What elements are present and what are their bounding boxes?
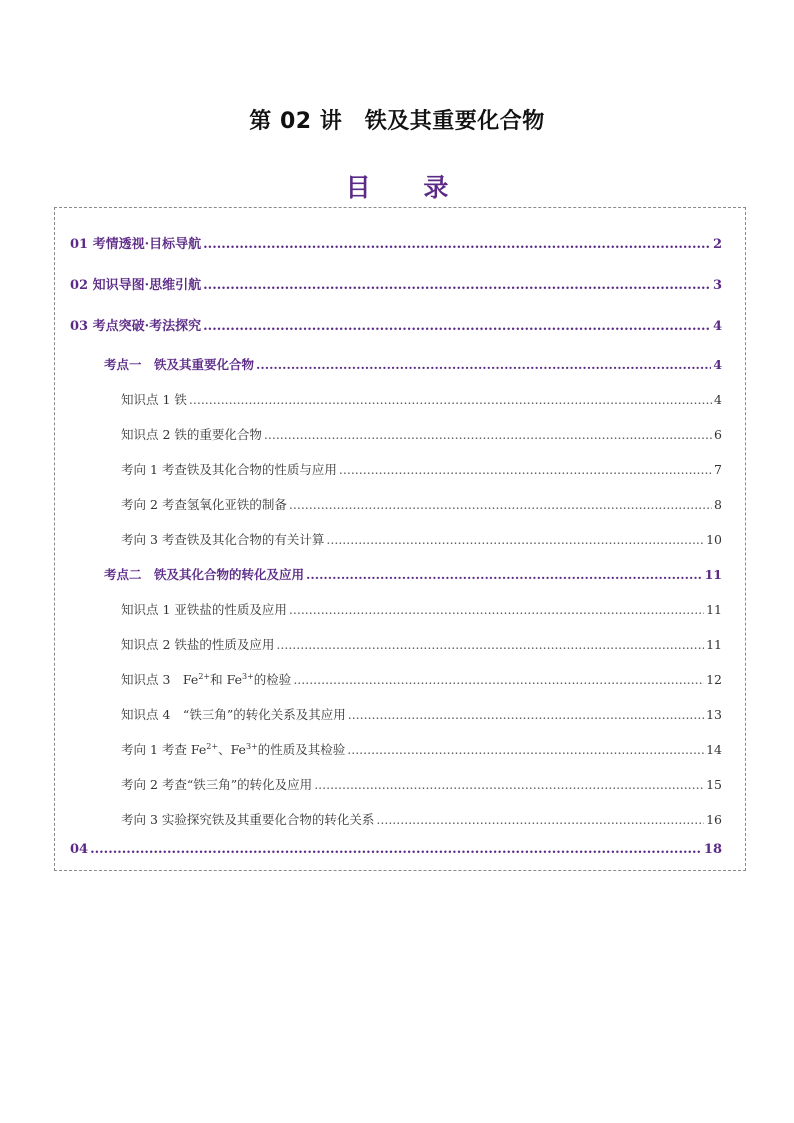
toc-page-number: 18 — [703, 842, 722, 857]
toc-leader — [90, 843, 702, 856]
toc-leader — [314, 779, 704, 792]
superscript-charge: 2+ — [198, 671, 211, 681]
label-part: 考向 1 考查 Fe — [121, 742, 207, 757]
superscript-charge: 3+ — [245, 741, 258, 751]
toc-entry-kaoxiang-2-3[interactable] — [121, 810, 722, 828]
toc-entry-kaoxiang-2-2[interactable] — [121, 775, 722, 793]
toc-page-number: 4 — [713, 357, 722, 372]
toc-page-number: 12 — [706, 672, 722, 687]
toc-heading: 目 录 — [345, 173, 471, 202]
toc-entry-label: 01 考情透视·目标导航 — [70, 237, 202, 252]
toc-page-number: 6 — [714, 427, 722, 442]
toc-page-number: 2 — [712, 237, 722, 252]
toc-leader — [264, 429, 712, 442]
toc-page-number: 11 — [706, 602, 722, 617]
toc-entry-label — [121, 740, 345, 758]
toc-entry-label: 知识点 4 “铁三角”的转化关系及其应用 — [121, 707, 346, 722]
superscript-charge: 3+ — [242, 671, 254, 681]
toc-leader — [256, 359, 711, 372]
toc-entry-03[interactable] — [70, 315, 722, 334]
toc-entry-kaoxiang-2-1[interactable] — [121, 740, 722, 758]
toc-page-number: 7 — [714, 462, 722, 477]
toc-leader — [339, 464, 712, 477]
toc-entry-label: 04 — [70, 842, 89, 857]
toc-entry-label — [121, 670, 291, 688]
toc-entry-kaodian-2[interactable] — [104, 565, 722, 583]
toc-leader — [347, 744, 704, 757]
toc-entry-label: 考向 1 考查铁及其化合物的性质与应用 — [121, 462, 337, 477]
toc-entry-kaoxiang-2[interactable] — [121, 495, 722, 513]
toc-page-number: 11 — [704, 567, 722, 582]
toc-page-number: 13 — [706, 707, 722, 722]
label-part: 知识点 3 Fe — [121, 672, 199, 687]
toc-page-number: 4 — [714, 392, 722, 407]
label-part: 、Fe — [218, 742, 246, 757]
toc-leader — [326, 534, 704, 547]
toc-entry-01[interactable] — [70, 233, 722, 252]
toc-page-number: 15 — [706, 777, 722, 792]
toc-page-number: 3 — [712, 278, 722, 293]
label-part: 的性质及其检验 — [257, 742, 346, 757]
toc-leader — [203, 279, 711, 292]
toc-entry-zhishidian-2-4[interactable] — [121, 705, 722, 723]
toc-entry-02[interactable] — [70, 274, 722, 293]
label-part: 和 Fe — [210, 672, 242, 687]
toc-leader — [289, 499, 712, 512]
toc-entry-04[interactable] — [70, 842, 722, 857]
toc-page-number: 16 — [706, 812, 722, 827]
toc-entry-label: 02 知识导图·思维引航 — [70, 278, 202, 293]
page-title: 第 02 讲 铁及其重要化合物 — [249, 109, 545, 134]
toc-entry-label: 考点二 铁及其化合物的转化及应用 — [104, 567, 305, 582]
toc-leader — [306, 569, 703, 582]
toc-leader — [289, 604, 704, 617]
toc-entry-label: 知识点 2 铁的重要化合物 — [121, 427, 262, 442]
toc-page-number: 10 — [706, 532, 722, 547]
toc-entry-kaodian-1[interactable] — [104, 355, 722, 373]
toc-entry-kaoxiang-3[interactable] — [121, 530, 722, 548]
toc-entry-kaoxiang-1[interactable] — [121, 460, 722, 478]
toc-leader — [276, 639, 704, 652]
toc-leader — [189, 394, 712, 407]
toc-entry-label: 知识点 2 铁盐的性质及应用 — [121, 637, 275, 652]
toc-entry-label: 考向 3 考查铁及其化合物的有关计算 — [121, 532, 325, 547]
toc-entry-zhishidian-2-2[interactable] — [121, 635, 722, 653]
toc-entry-zhishidian-1[interactable] — [121, 390, 722, 408]
toc-entry-zhishidian-2-1[interactable] — [121, 600, 722, 618]
toc-leader — [203, 238, 711, 251]
label-part: 的检验 — [253, 672, 292, 687]
toc-entry-zhishidian-2-3[interactable] — [121, 670, 722, 688]
toc-entry-label: 知识点 1 亚铁盐的性质及应用 — [121, 602, 287, 617]
toc-leader — [293, 674, 704, 687]
superscript-charge: 2+ — [206, 741, 219, 751]
toc-page-number: 8 — [714, 497, 722, 512]
toc-entry-label: 03 考点突破·考法探究 — [70, 319, 202, 334]
toc-leader — [348, 709, 704, 722]
toc-page-number: 14 — [706, 742, 722, 757]
toc-entry-label: 考向 2 考查“铁三角”的转化及应用 — [121, 777, 313, 792]
toc-leader — [203, 320, 711, 333]
toc-page-number: 11 — [706, 637, 722, 652]
toc-entry-label: 考向 3 实验探究铁及其重要化合物的转化关系 — [121, 812, 375, 827]
toc-page-number: 4 — [712, 319, 722, 334]
toc-entry-label: 考点一 铁及其重要化合物 — [104, 357, 255, 372]
toc-entry-zhishidian-2[interactable] — [121, 425, 722, 443]
toc-entry-label: 知识点 1 铁 — [121, 392, 187, 407]
toc-entry-label: 考向 2 考查氢氧化亚铁的制备 — [121, 497, 287, 512]
toc-leader — [376, 814, 704, 827]
